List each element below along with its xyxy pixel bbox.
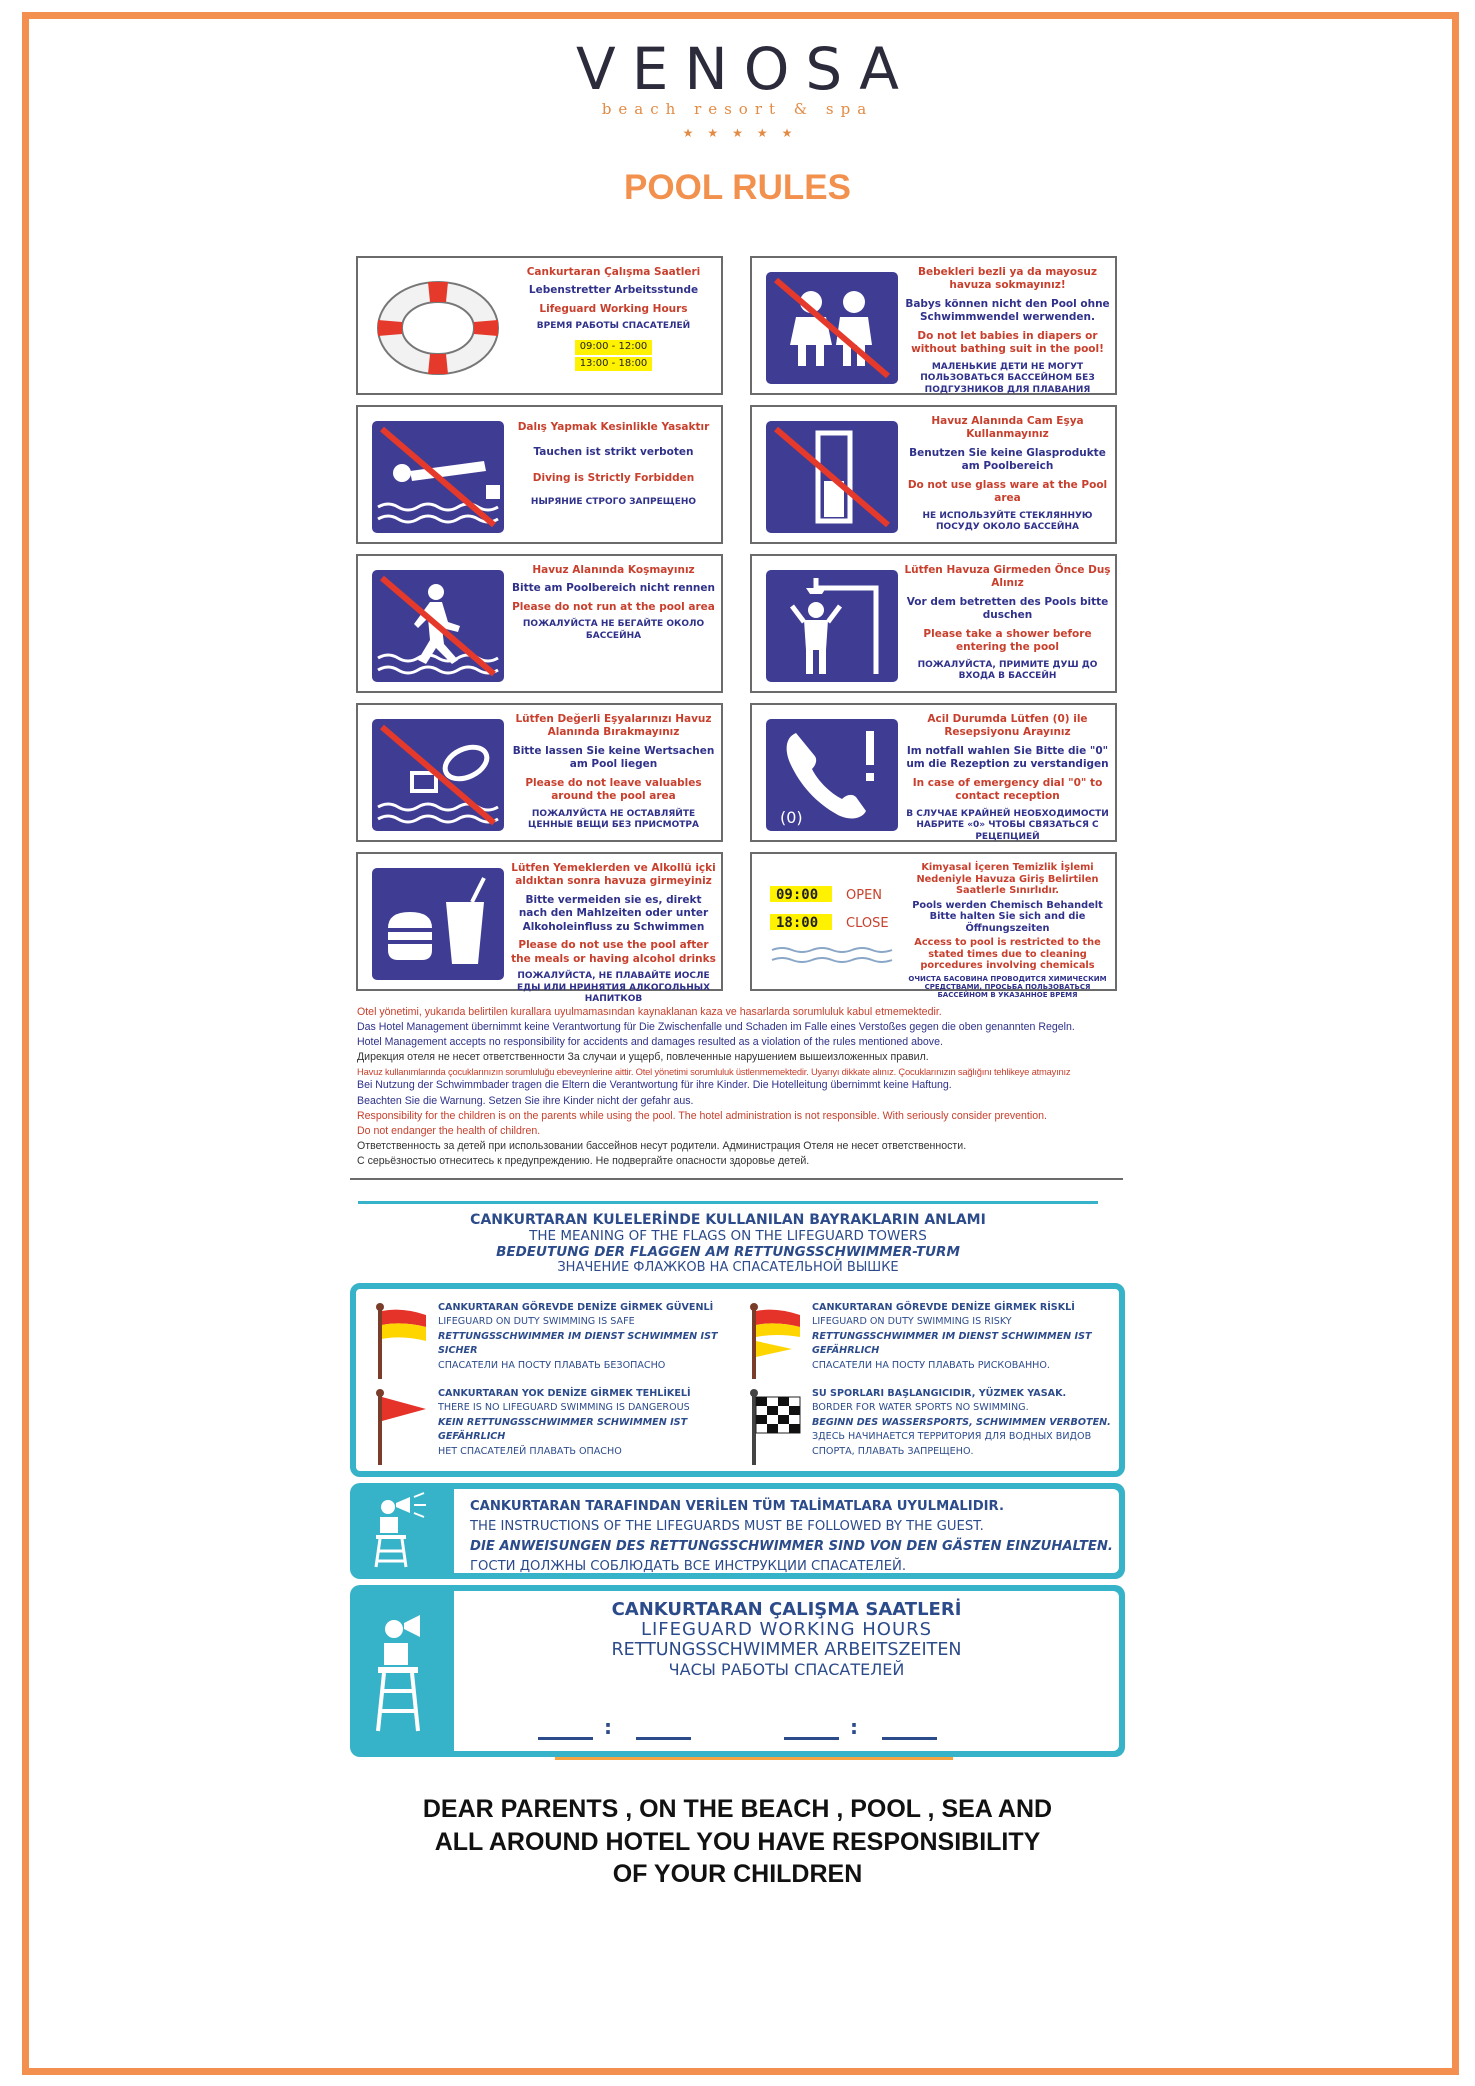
open-label: OPEN [846,888,883,903]
flag-text-de: BEGINN DES WASSERSPORTS, SCHWIMMEN VERBOTEN. [812,1416,1111,1428]
working-hours-box [350,1585,1125,1757]
flag-text-en: LIFEGUARD ON DUTY SWIMMING IS SAFE [438,1316,635,1328]
flags-header [358,1212,1098,1275]
sign-text-ru: ВРЕМЯ РАБОТЫ СПАСАТЕЛЕЙ [536,321,691,332]
page-title: POOL RULES [624,168,851,207]
logo-subtitle: beach resort & spa [601,100,874,118]
parents-notice-line: OF YOUR CHILDREN [612,1860,863,1888]
sign-open-close [750,852,1117,1000]
flag-item [746,1301,1106,1381]
sign-text-tr: Lütfen Yemeklerden ve Alkollü içki aldıktan sonra havuza girmeyiniz [511,862,716,888]
parents-notice [0,1793,1475,1891]
rule-line: С серьёзностью отнеситесь к предупреждению. Не подвергайте опасности здоровье детей. [357,1154,810,1167]
no-glass-icon [766,421,898,533]
sign-text-tr: Dalış Yapmak Kesinlikle Yasaktır [517,421,710,433]
phone-zero-label: (0) [780,808,803,827]
flags-header-de: BEDEUTUNG DER FLAGGEN AM RETTUNGSSCHWIMMER-TURM [496,1244,960,1260]
divider [358,1201,1098,1204]
red-yellow-pennant-icon [746,1301,806,1381]
instruction-de: DIE ANWEISUNGEN DES RETTUNGSSCHWIMMER SIND VON DEN GÄSTEN EINZUHALTEN. [470,1539,1113,1555]
divider [555,1757,953,1760]
rule-line: Bei Nutzung der Schwimmbader tragen die Eltern die Verantwortung für ihre Kinder. Die Hotelleitung übernimmt keine Haftung. [357,1079,952,1092]
sign-lifeguard-hours [356,256,723,395]
sign-text-ru: ПОЖАЛУЙСТА НЕ ОСТАВЛЯЙТЕ ЦЕННЫЕ ВЕЩИ БЕЗ ПРИСМОТРА [528,808,699,831]
sign-text-tr: Havuz Alanında Cam Eşya Kullanmayınız [931,415,1084,441]
sign-shower [750,554,1117,693]
working-hours-ru: ЧАСЫ РАБОТЫ СПАСАТЕЛЕЙ [668,1659,905,1679]
phone-icon [766,719,898,831]
no-babies-icon [766,272,898,384]
close-label: CLOSE [846,916,889,931]
sign-text-en: Do not use glass ware at the Pool area [907,478,1108,505]
sign-text-ru: МАЛЕНЬКИЕ ДЕТИ НЕ МОГУТ ПОЛЬЗОВАТЬСЯ БАССЕЙНОМ БЕЗ ПОДГУЗНИКОВ ДЛЯ ПЛАВАНИЯ [920,361,1095,395]
sign-text-ru: ПОЖАЛУЙСТА НЕ БЕГАЙТЕ ОКОЛО БАССЕЙНА [522,619,705,641]
sign-text-en: Lifeguard Working Hours [539,302,688,315]
flag-text-tr: CANKURTARAN GÖREVDE DENİZE GİRMEK GÜVENLİ [438,1302,714,1313]
flag-text-tr: CANKURTARAN GÖREVDE DENİZE GİRMEK RİSKLİ [812,1302,1075,1313]
sign-text-tr: Lütfen Havuza Girmeden Önce Duş Alınız [904,564,1111,590]
shower-icon [766,570,898,682]
working-hours-tr: CANKURTARAN ÇALIŞMA SAATLERİ [611,1599,962,1620]
sign-text-ru: НЕ ИСПОЛЬЗУЙТЕ СТЕКЛЯННУЮ ПОСУДУ ОКОЛО БАССЕЙНА [922,510,1093,533]
sign-text-en: In case of emergency dial "0" to contact reception [912,776,1103,803]
instruction-ru: ГОСТИ ДОЛЖНЫ СОБЛЮДАТЬ ВСЕ ИНСТРУКЦИИ СПАСАТЕЛЕЙ. [470,1559,907,1575]
lifeguard-chair-icon [356,1591,452,1751]
logo [0,35,1475,140]
rule-line: Beachten Sie die Warnung. Setzen Sie ihre Kinder nicht der gefahr aus. [357,1094,694,1107]
instructions-box [350,1483,1125,1579]
sign-text-de: Pools werden Chemisch Behandelt Bitte halten Sie sich and die Öffnungszeiten [912,899,1103,934]
sign-text-en: Diving is Strictly Forbidden [532,471,695,484]
hours-colon: : [604,1715,612,1739]
flag-item [372,1301,732,1381]
sign-text-ru: ПОЖАЛУЙСТА, НЕ ПЛАВАЙТЕ ИОСЛЕ ЕДЫ ИЛИ НРИНЯТИЯ АЛКОГОЛЬНЫХ НАПИТКОВ [516,971,711,1005]
lifeguard-megaphone-icon [356,1489,452,1573]
food-drink-icon [372,868,504,980]
lifebuoy-icon [372,272,504,384]
open-time: 09:00 [776,887,819,903]
flags-header-en: THE MEANING OF THE FLAGS ON THE LIFEGUARD TOWERS [529,1228,927,1244]
flag-text-en: LIFEGUARD ON DUTY SWIMMING IS RISKY [812,1316,1012,1328]
sign-text-de: Lebenstretter Arbeitsstunde [528,284,699,297]
rule-line: Hotel Management accepts no responsibility for accidents and damages resulted as a violation of the rules mentioned above. [357,1036,943,1049]
sign-text-tr: Cankurtaran Çalışma Saatleri [526,266,701,278]
no-running-icon [372,570,504,682]
parents-notice-line: ALL AROUND HOTEL YOU HAVE RESPONSIBILITY [434,1827,1041,1856]
rule-line: Das Hotel Management übernimmt keine Verantwortung für Die Zwischenfalle und Schaden im Falle eines Verstoßes gegen die oben genannten Regeln. [357,1021,1075,1034]
sign-no-running [356,554,723,693]
sign-text-de: Bitte am Poolbereich nicht rennen [511,582,715,595]
flag-text-ru: НЕТ СПАСАТЕЛЕЙ ПЛАВАТЬ ОПАСНО [438,1445,622,1457]
flag-item [746,1387,1111,1467]
flag-text-ru: СПАСАТЕЛИ НА ПОСТУ ПЛАВАТЬ РИСКОВАННО. [812,1359,1050,1371]
flag-text-de: KEIN RETTUNGSSCHWIMMER SCHWIMMEN IST GEFÄHRLICH [438,1416,688,1443]
flag-item [372,1387,732,1467]
sign-text-ru: НЫРЯНИЕ СТРОГО ЗАПРЕЩЕНО [530,497,697,508]
flags-header-tr: CANKURTARAN KULELERİNDE KULLANILAN BAYRAKLARIN ANLAMI [470,1212,986,1228]
hours-afternoon: 13:00 - 18:00 [575,357,653,372]
sign-no-valuables [356,703,723,842]
flag-text-de: RETTUNGSSCHWIMMER IM DIENST SCHWIMMEN IST SICHER [438,1330,718,1357]
working-hours-de: RETTUNGSSCHWIMMER ARBEITSZEITEN [611,1639,962,1660]
instruction-tr: CANKURTARAN TARAFINDAN VERİLEN TÜM TALİMATLARA UYULMALIDIR. [470,1499,1004,1514]
flag-text-tr: SU SPORLARI BAŞLANGICIDIR, YÜZMEK YASAK. [812,1388,1067,1399]
sign-text-tr: Kimyasal İçeren Temizlik İşlemi Nedeniyle Havuza Giriş Belirtilen Saatlerle Sınırlıdır. [916,862,1099,897]
sign-text-en: Do not let babies in diapers or without bathing suit in the pool! [911,329,1104,356]
no-diving-icon [372,421,504,533]
sign-no-diving [356,405,723,544]
rule-line: Otel yönetimi, yukarıda belirtilen kurallara uyulmamasından kaynaklanan kaza ve hasarlarda sorumluluk kabul etmemektedir. [357,1006,942,1018]
close-time: 18:00 [776,915,819,931]
sign-text-de: Bitte vermeiden sie es, direkt nach den Mahlzeiten oder unter Alkoholeinfluss zu Schwimmen [518,893,709,933]
sign-text-de: Babys können nicht den Pool ohne Schwimmwendel werwenden. [905,297,1110,324]
flag-text-ru: ЗДЕСЬ НАЧИНАЕТСЯ ТЕРРИТОРИЯ ДЛЯ ВОДНЫХ ВИДОВ СПОРТА, ПЛАВАТЬ ЗАПРЕЩЕНО. [812,1431,1092,1457]
sign-text-de: Tauchen ist strikt verboten [533,446,694,459]
sign-no-babies [750,256,1117,395]
sign-text-de: Vor dem betretten des Pools bitte duschen [906,595,1109,622]
sign-emergency [750,703,1117,842]
hours-badges [510,338,717,372]
hours-blank [784,1737,839,1740]
instruction-en: THE INSTRUCTIONS OF THE LIFEGUARDS MUST BE FOLLOWED BY THE GUEST. [470,1519,984,1535]
sign-text-de: Bitte lassen Sie keine Wertsachen am Pool liegen [512,744,715,771]
sign-text-tr: Havuz Alanında Koşmayınız [532,564,695,576]
hours-morning: 09:00 - 12:00 [575,340,653,355]
red-pennant-icon [372,1387,432,1467]
hours-colon: : [850,1715,858,1739]
sign-text-en: Access to pool is restricted to the stated times due to cleaning porcedures involving chemicals [914,937,1101,972]
hours-blank [882,1737,937,1740]
sign-text-en: Please do not leave valuables around the pool area [525,776,702,803]
no-valuables-icon [372,719,504,831]
sign-text-tr: Lütfen Değerli Eşyalarınızı Havuz Alanında Bırakmayınız [515,713,712,739]
logo-stars: ★★★★★ [682,126,807,140]
open-close-icon [766,868,898,980]
sign-text-en: Please do not use the pool after the meals or having alcohol drinks [511,939,716,965]
checkered-flag-icon [746,1387,806,1467]
rule-line: Responsibility for the children is on the parents while using the pool. The hotel administration is not responsible. With seriously consider prevention. [357,1109,1047,1122]
hours-blank [538,1737,593,1740]
sign-text-tr: Acil Durumda Lütfen (0) ile Resepsiyonu Arayınız [927,713,1088,739]
sign-text-ru: ОЧИСТА БАСОВИНА ПРОВОДИТСЯ ХИМИЧЕСКИМ СРЕДСТВАМИ, ПРОСЬБА ПОЛЬЗОВАТЬСЯ БАССЕЙНОМ В УКАЗАННОЕ ВРЕМЯ [908,974,1107,1000]
red-yellow-flag-icon [372,1301,432,1381]
sign-text-en: Please do not run at the pool area [512,600,715,613]
flag-text-de: RETTUNGSSCHWIMMER IM DIENST SCHWIMMEN IST GEFÄHRLICH [812,1330,1092,1357]
sign-no-glass [750,405,1117,544]
flags-header-ru: ЗНАЧЕНИЕ ФЛАЖКОВ НА СПАСАТЕЛЬНОЙ ВЫШКЕ [557,1260,899,1275]
rule-line: Ответственность за детей при использовании бассейнов несут родители. Администрация Отеля не несет ответственности. [357,1139,967,1152]
rule-line: Дирекция отеля не несет ответственности За случаи и ущерб, повлеченные нарушением вышеизложенных правил. [357,1051,929,1064]
rule-line: Do not endanger the health of children. [357,1124,541,1137]
sign-food-drink [356,852,723,1005]
rule-line: Havuz kullanımlarında çocuklarınızın sorumluluğu ebeveynlerine aittir. Otel yönetimi sorumluluk üstlenmemektedir. Uyarıyı dikkate alınız. Çocuklarınızın sağlığını tehlikeye atmayınız [357,1066,1071,1078]
flags-box [350,1283,1125,1477]
logo-wordmark: VENOSA [576,35,915,103]
rules-disclaimer [357,1005,1127,1169]
working-hours-en: LIFEGUARD WORKING HOURS [640,1619,933,1640]
sign-text-ru: ПОЖАЛУЙСТА, ПРИМИТЕ ДУШ ДО ВХОДА В БАССЕЙН [917,659,1098,682]
sign-text-ru: В СЛУЧАЕ КРАЙНЕЙ НЕОБХОДИМОСТИ НАБРИТЕ «0» ЧТОБЫ СВЯЗАТЬСЯ С РЕЦЕПЦИЕЙ [906,808,1109,842]
sign-text-de: Im notfall wahlen Sie Bitte die "0" um die Rezeption zu verstandigen [906,744,1109,771]
hours-blank [636,1737,691,1740]
flag-text-ru: СПАСАТЕЛИ НА ПОСТУ ПЛАВАТЬ БЕЗОПАСНО [438,1359,666,1371]
sign-text-tr: Bebekleri bezli ya da mayosuz havuza sokmayınız! [918,266,1097,292]
parents-notice-line: DEAR PARENTS , ON THE BEACH , POOL , SEA AND [422,1795,1053,1823]
divider [350,1178,1123,1180]
hours-blank-fields [454,1715,1119,1745]
flag-text-tr: CANKURTARAN YOK DENİZE GİRMEK TEHLİKELİ [438,1388,691,1399]
sign-text-en: Please take a shower before entering the pool [923,627,1092,654]
flag-text-en: THERE IS NO LIFEGUARD SWIMMING IS DANGEROUS [438,1402,690,1414]
sign-text-de: Benutzen Sie keine Glasprodukte am Poolbereich [909,446,1106,473]
flag-text-en: BORDER FOR WATER SPORTS NO SWIMMING. [812,1402,1029,1414]
